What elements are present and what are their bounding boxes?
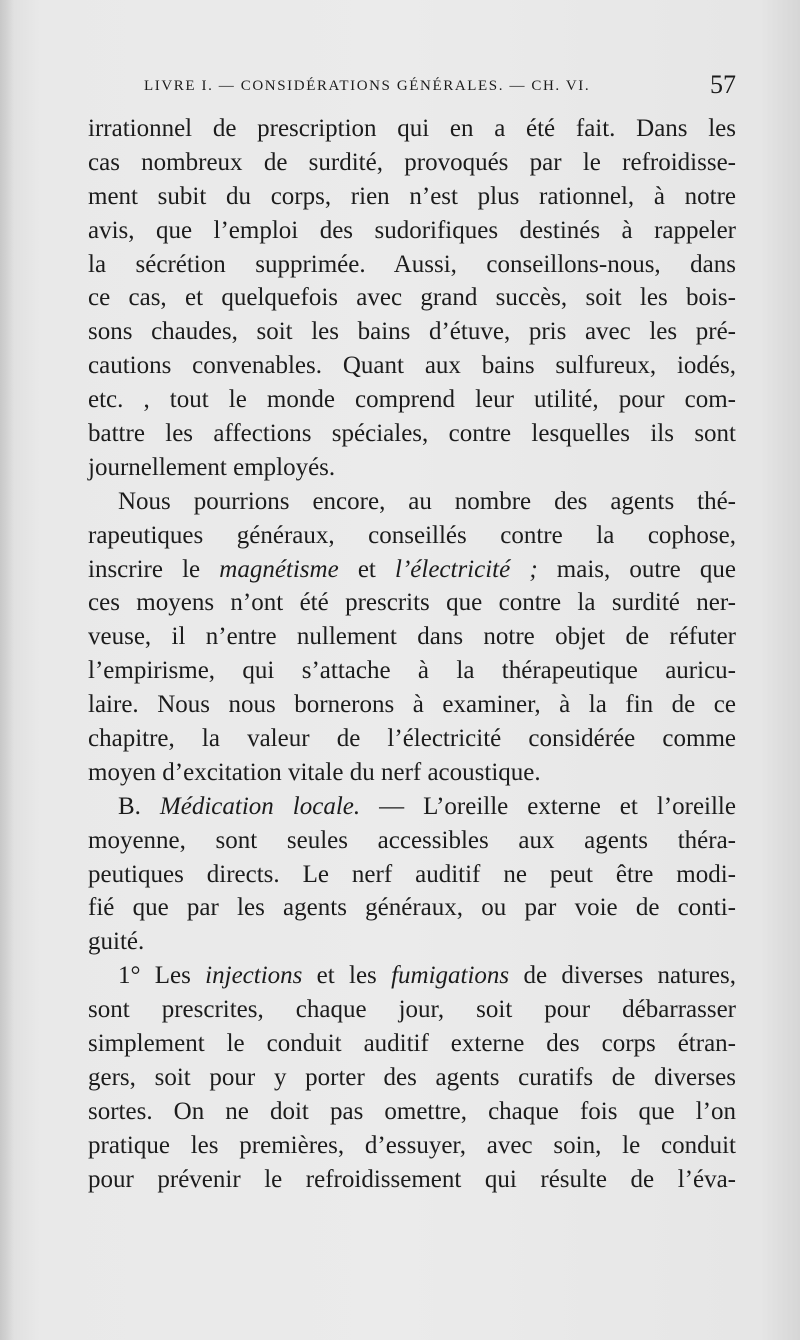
italic-text: injections [205,962,303,990]
text-segment: rapeutiques généraux, conseillés contre la cophose, [88,521,736,549]
text-line [88,654,736,688]
text-segment: et [338,555,395,583]
text-segment: ce cas, et quelquefois avec grand succès, soit les bois- [88,284,736,312]
text-line [88,112,736,146]
text-line [88,315,736,349]
text-segment: simplement le conduit auditif externe des corps étran- [88,1030,736,1058]
text-segment: et les [302,962,392,990]
text-segment: veuse, il n’entre nullement dans notre objet de réfuter [88,623,736,651]
text-segment: — L’oreille externe et l’oreille [360,792,736,820]
text-segment: cautions convenables. Quant aux bains sulfureux, iodés, [88,352,736,380]
text-segment: gers, soit pour y porter des agents curatifs de diverses [88,1063,736,1091]
text-line [88,925,736,959]
text-line [88,586,736,620]
text-segment: pour prévenir le refroidissement qui résulte de l’éva- [88,1165,736,1193]
text-segment: fié que par les agents généraux, ou par voie de conti- [88,894,736,922]
text-line [88,349,736,383]
text-line [88,620,736,654]
text-segment: sons chaudes, soit les bains d’étuve, pris avec les pré- [88,318,736,346]
text-segment: cas nombreux de surdité, provoqués par le refroidisse- [88,148,736,176]
text-segment: B. [118,792,160,820]
text-line [88,281,736,315]
text-line [88,485,736,519]
text-segment: Nous pourrions encore, au nombre des agents thé- [118,487,736,515]
text-line [88,146,736,180]
text-segment: sortes. On ne doit pas omettre, chaque fois que l’on [88,1097,736,1125]
text-segment: guité. [88,928,145,956]
text-segment: ces moyens n’ont été prescrits que contre la surdité ner- [88,589,736,617]
text-segment: battre les affections spéciales, contre lesquelles ils sont [88,420,736,448]
text-line [88,1061,736,1095]
text-line [88,959,736,993]
running-head: LIVRE I. — CONSIDÉRATIONS GÉNÉRALES. — CH. VI. [144,78,591,94]
text-line [88,1027,736,1061]
text-segment: moyen d’excitation vitale du nerf acoustique. [88,758,541,786]
text-segment: ment subit du corps, rien n’est plus rationnel, à notre [88,182,736,210]
text-segment: laire. Nous nous bornerons à examiner, à la fin de ce [88,691,736,719]
text-line [88,993,736,1027]
text-segment: la sécrétion supprimée. Aussi, conseillons-nous, dans [88,250,736,278]
italic-text: magnétisme [219,555,339,583]
text-line [88,858,736,892]
text-line [88,1129,736,1163]
italic-text: fumigations [391,962,510,990]
text-segment: mais, outre que [537,555,736,583]
page-number: 57 [710,70,736,99]
text-line [88,248,736,282]
text-segment: pratique les premières, d’essuyer, avec soin, le conduit [88,1131,736,1159]
text-line [88,790,736,824]
text-line [88,180,736,214]
text-segment: 1° Les [118,962,206,990]
text-line [88,451,736,485]
text-line [88,824,736,858]
text-segment: etc. , tout le monde comprend leur utilité, pour com- [88,386,736,414]
text-line [88,756,736,790]
text-segment: avis, que l’emploi des sudorifiques destinés à rappeler [88,216,736,244]
text-line [88,519,736,553]
italic-text: Médication locale. [159,792,361,820]
text-line [88,1163,736,1197]
text-line [88,214,736,248]
text-line [88,891,736,925]
text-segment: l’empirisme, qui s’attache à la thérapeutique auricu- [88,657,736,685]
text-segment: de diverses natures, [509,962,736,990]
text-segment: peutiques directs. Le nerf auditif ne peut être modi- [88,860,736,888]
text-segment: sont prescrites, chaque jour, soit pour débarrasser [88,996,736,1024]
text-segment: moyenne, sont seules accessibles aux agents théra- [88,826,736,854]
page-edge-shadow [0,0,14,1340]
text-line [88,722,736,756]
body-text [88,112,736,1197]
text-segment: journellement employés. [88,453,336,481]
italic-text: l’électricité ; [395,555,538,583]
text-segment: inscrire le [88,555,220,583]
text-line [88,1095,736,1129]
page-header [88,66,736,106]
text-line [88,383,736,417]
text-line [88,417,736,451]
text-line [88,688,736,722]
text-segment: irrationnel de prescription qui en a été fait. Dans les [88,115,736,142]
text-segment: chapitre, la valeur de l’électricité considérée comme [88,725,736,753]
text-line [88,553,736,587]
